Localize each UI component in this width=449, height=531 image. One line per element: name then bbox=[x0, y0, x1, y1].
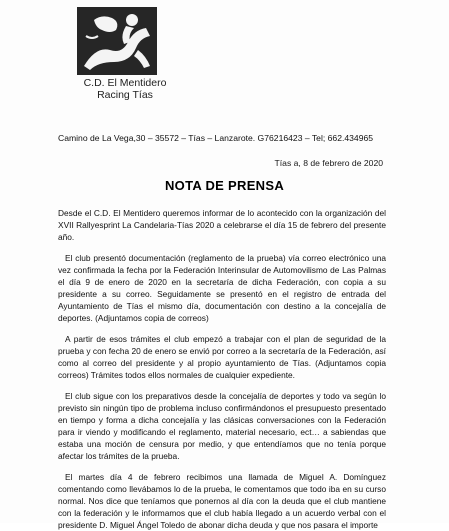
paragraph-2: El club presentó documentación (reglamento de la prueba) vía correo electrónico una vez confirmada la fecha por la Federación Interinsular de Automovilismo de Las Palmas el día 9 de enero de 2020 en la secretaría de dicha Federación, con copia a su presidente a su correo. Seguidamente se presentó en el registro de entrada del Ayuntamiento de Tías el mismo día, documentación con destino a la concejalía de deportes. (Adjuntamos copia de correos) bbox=[58, 252, 386, 324]
club-logo-graphic bbox=[76, 6, 158, 76]
paragraph-5: El martes día 4 de febrero recibimos una llamada de Miguel A. Domínguez comentando como llevábamos lo de la prueba, le comentamos que todo iba en su curso normal. Nos dice que teníamos que ponernos al día con la deuda que el club mantiene con la federación y le informamos que el club había llegado a un acuerdo verbal con el presidente D. Miguel Ángel Toledo de abonar dicha deuda y que nos pasara el importe bbox=[58, 471, 386, 531]
club-name-line-2: Racing Tías bbox=[97, 89, 153, 101]
paragraph-1: Desde el C.D. El Mentidero queremos informar de lo acontecido con la organización del XVII Rallyesprint La Candelaria-Tías 2020 a celebrarse el día 15 de febrero del presente año. bbox=[58, 208, 386, 243]
letter-title: NOTA DE PRENSA bbox=[164, 178, 285, 193]
letter-date: Tías a, 8 de febrero de 2020 bbox=[274, 158, 383, 168]
paragraph-3: A partir de esos trámites el club empezó a trabajar con el plan de seguridad de la prueba y con fecha 20 de enero se envió por correo a la secretaría de la Federación, así como al correo del presidente y al propio ayuntamiento de Tías. (Adjuntamos copia correos) Trámites todos ellos normales de cualquier expediente. bbox=[58, 333, 386, 381]
club-name bbox=[70, 77, 180, 101]
paragraph-4: El club sigue con los preparativos desde la concejalía de deportes y todo va según lo previsto sin ningún tipo de problema incluso confirmándonos el presupuesto presentado en tiempo y forma a dicha concejalía y las clásicas conversaciones con la Federación para ir viendo y modificando el reglamento, material necesario, ect… a sabiendas que estaba una moción de censura por medio, y que entendíamos que no tenía porque afectar los trámites de la prueba. bbox=[58, 390, 386, 462]
club-name-line-1: C.D. El Mentidero bbox=[83, 77, 167, 89]
club-logo bbox=[76, 6, 158, 76]
letter-body bbox=[58, 207, 386, 531]
contact-line: Camino de La Vega,30 – 35572 – Tías – Lanzarote. G76216423 – Tel; 662.434965 bbox=[58, 133, 374, 143]
